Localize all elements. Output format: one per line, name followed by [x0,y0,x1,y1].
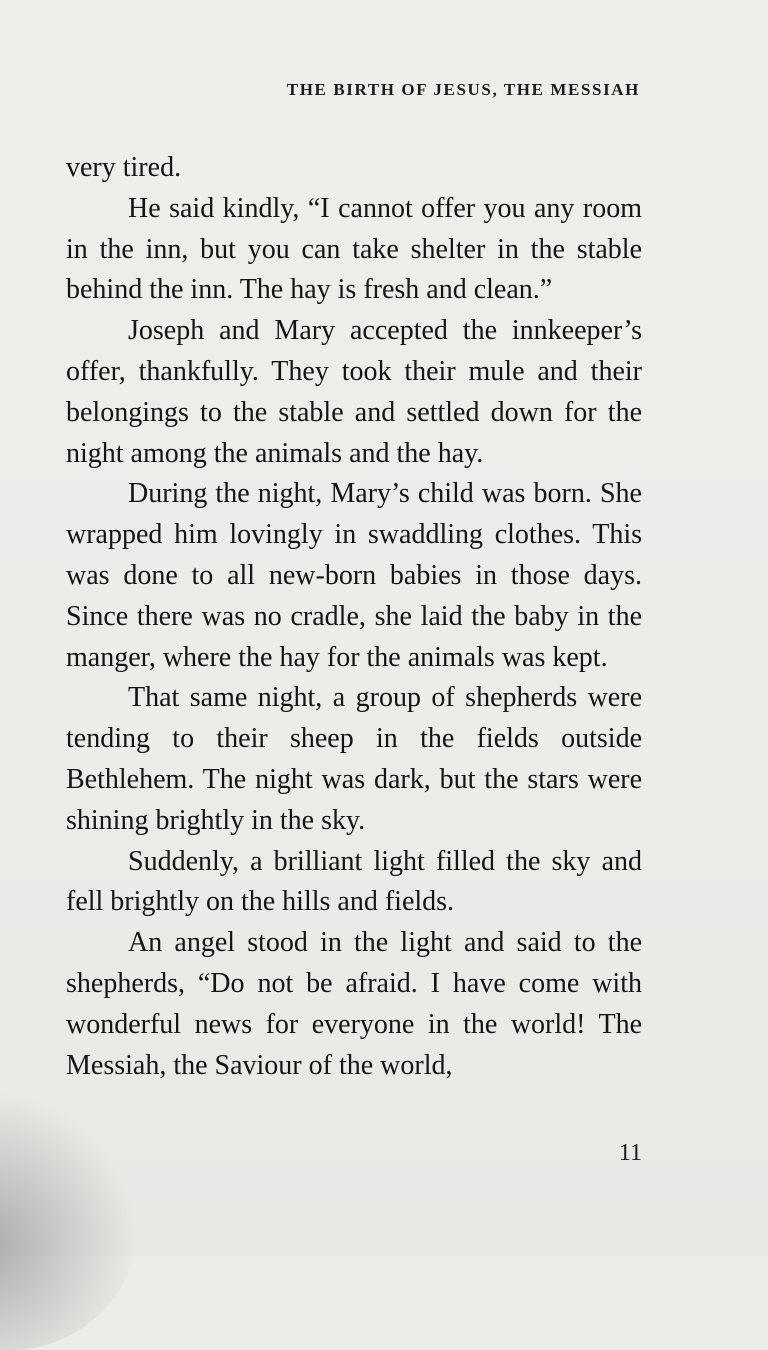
paragraph: Suddenly, a brilliant light filled the sky and fell brightly on the hills and fields. [66,845,642,918]
paragraph: That same night, a group of shepherds were tending to their sheep in the fields outside Bethlehem. The night was dark, but the stars were shining brightly in the sky. [66,682,642,836]
running-header: THE BIRTH OF JESUS, THE MESSIAH [286,80,640,99]
page-shadow [0,1090,140,1350]
page-body [66,148,642,1086]
paragraph: He said kindly, “I cannot offer you any room in the inn, but you can take shelter in the stable behind the inn. The hay is fresh and clean.” [66,192,642,306]
paragraph-continuation: very tired. [66,152,182,183]
paragraph: Joseph and Mary accepted the innkeeper’s offer, thankfully. They took their mule and their belongings to the stable and settled down for the night among the animals and the hay. [66,315,642,469]
paragraph: An angel stood in the light and said to the shepherds, “Do not be afraid. I have come with wonderful news for everyone in the world! The Messiah, the Saviour of the world, [66,927,642,1081]
page-number: 11 [618,1140,642,1166]
paragraph: During the night, Mary’s child was born. She wrapped him lovingly in swaddling clothes. This was done to all new-born babies in those days. Since there was no cradle, she laid the baby in the manger, where the hay for the animals was kept. [66,478,642,673]
